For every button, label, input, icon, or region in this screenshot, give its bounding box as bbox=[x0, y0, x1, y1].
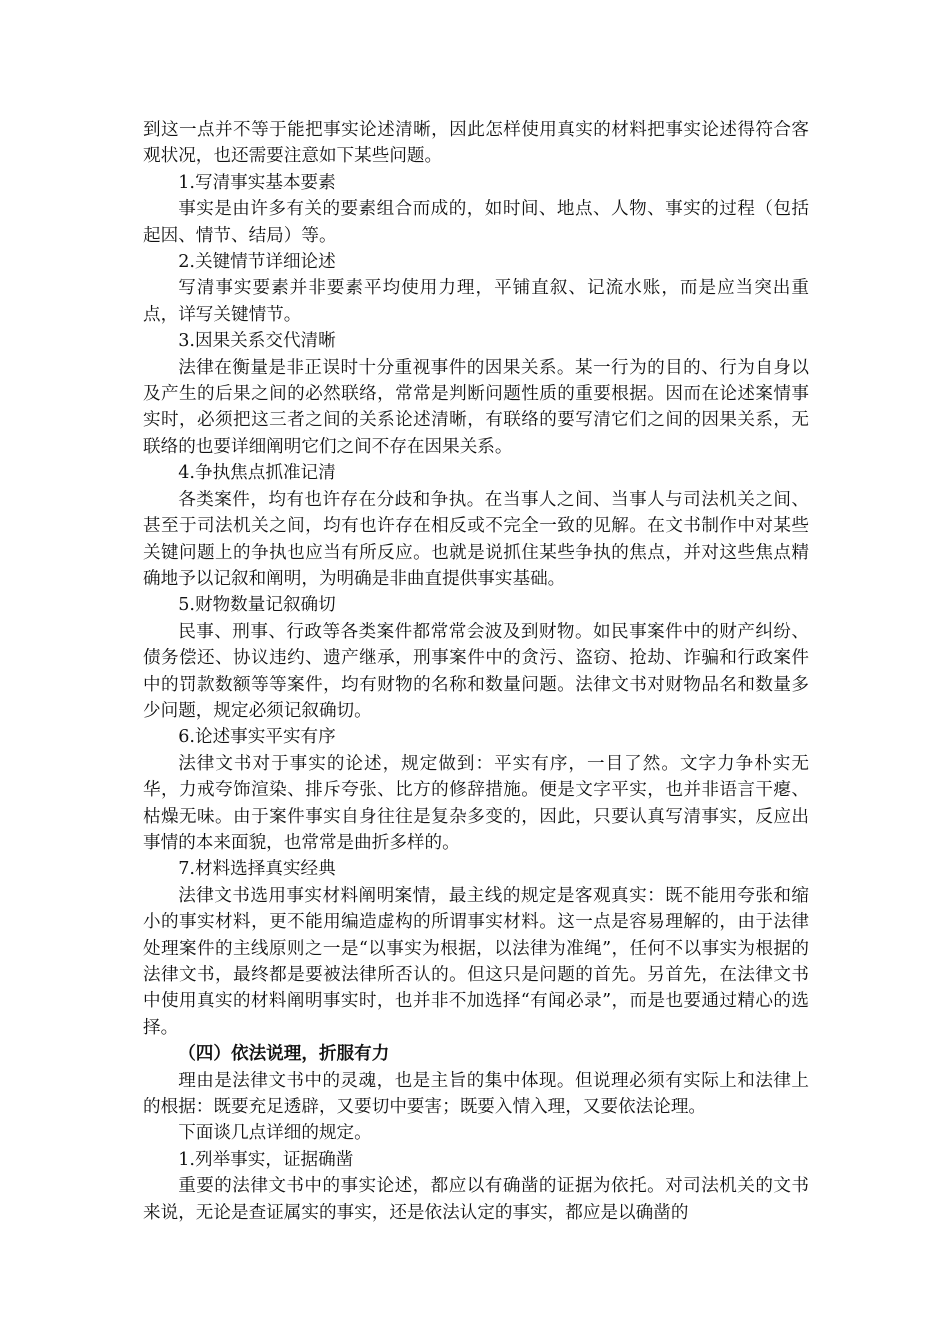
paragraph-continuation: 到这一点并不等于能把事实论述清晰，因此怎样使用真实的材料把事实论述得符合客观状况，也还需要注意如下某些问题。 bbox=[143, 120, 809, 167]
document-body bbox=[143, 117, 809, 1226]
paragraph: 重要的法律文书中的事实论述，都应以有确凿的证据为依托。对司法机关的文书来说，无论是查证属实的事实，还是依法认定的事实，都应是以确凿的 bbox=[143, 1176, 809, 1223]
subheading-1: 1.写清事实基本要素 bbox=[178, 172, 336, 193]
paragraph: 写清事实要素并非要素平均使用力理，平铺直叙、记流水账，而是应当突出重点，详写关键情节。 bbox=[143, 278, 809, 325]
paragraph: 各类案件，均有也许存在分歧和争执。在当事人之间、当事人与司法机关之间、甚至于司法机关之间，均有也许存在相反或不完全一致的见解。在文书制作中对某些关键问题上的争执也应当有所反应。也就是说抓住某些争执的焦点，并对这些焦点精确地予以记叙和阐明，为明确是非曲直提供事实基础。 bbox=[143, 489, 809, 589]
paragraph: 民事、刑事、行政等各类案件都常常会波及到财物。如民事案件中的财产纠纷、债务偿还、协议违约、遗产继承，刑事案件中的贪污、盗窃、抢劫、诈骗和行政案件中的罚款数额等等案件，均有财物的名称和数量问题。法律文书对财物品名和数量多少问题，规定必须记叙确切。 bbox=[143, 621, 809, 721]
paragraph: 法律文书选用事实材料阐明案情，最主线的规定是客观真实：既不能用夸张和缩小的事实材料，更不能用编造虚构的所谓事实材料。这一点是容易理解的，由于法律处理案件的主线原则之一是“以事实为根据，以法律为准绳”，任何不以事实为根据的法律文书，最终都是要被法律所否认的。但这只是问题的首先。另首先，在法律文书中使用真实的材料阐明事实时，也并非不加选择“有闻必录”，而是也要通过精心的选择。 bbox=[143, 885, 809, 1038]
paragraph: 下面谈几点详细的规定。 bbox=[178, 1123, 372, 1144]
subheading-6: 6.论述事实平实有序 bbox=[178, 727, 336, 748]
subheading-7: 7.材料选择真实经典 bbox=[178, 859, 336, 880]
paragraph: 事实是由许多有关的要素组合而成的，如时间、地点、人物、事实的过程（包括起因、情节、结局）等。 bbox=[143, 199, 809, 246]
section-heading: （四）依法说理，折服有力 bbox=[178, 1043, 390, 1065]
paragraph: 法律在衡量是非正误时十分重视事件的因果关系。某一行为的目的、行为自身以及产生的后果之间的必然联络，常常是判断问题性质的重要根据。因而在论述案情事实时，必须把这三者之间的关系论述清晰，有联络的要写清它们之间的因果关系，无联络的也要详细阐明它们之间不存在因果关系。 bbox=[143, 357, 809, 457]
paragraph: 法律文书对于事实的论述，规定做到：平实有序，一目了然。文字力争朴实无华，力戒夸饰渲染、排斥夸张、比方的修辞措施。便是文字平实，也并非语言干瘪、枯燥无味。由于案件事实自身往往是复杂多变的，因此，只要认真写清事实，反应出事情的本来面貌，也常常是曲折多样的。 bbox=[143, 753, 809, 853]
subheading-4: 4.争执焦点抓准记清 bbox=[178, 463, 336, 484]
subheading-5: 5.财物数量记叙确切 bbox=[178, 595, 336, 616]
subheading-3: 3.因果关系交代清晰 bbox=[178, 331, 336, 352]
paragraph: 理由是法律文书中的灵魂，也是主旨的集中体现。但说理必须有实际上和法律上的根据：既要充足透辟，又要切中要害；既要入情入理，又要依法论理。 bbox=[143, 1070, 809, 1118]
subheading-1: 1.列举事实，证据确凿 bbox=[178, 1149, 354, 1170]
subheading-2: 2.关键情节详细论述 bbox=[178, 252, 336, 273]
